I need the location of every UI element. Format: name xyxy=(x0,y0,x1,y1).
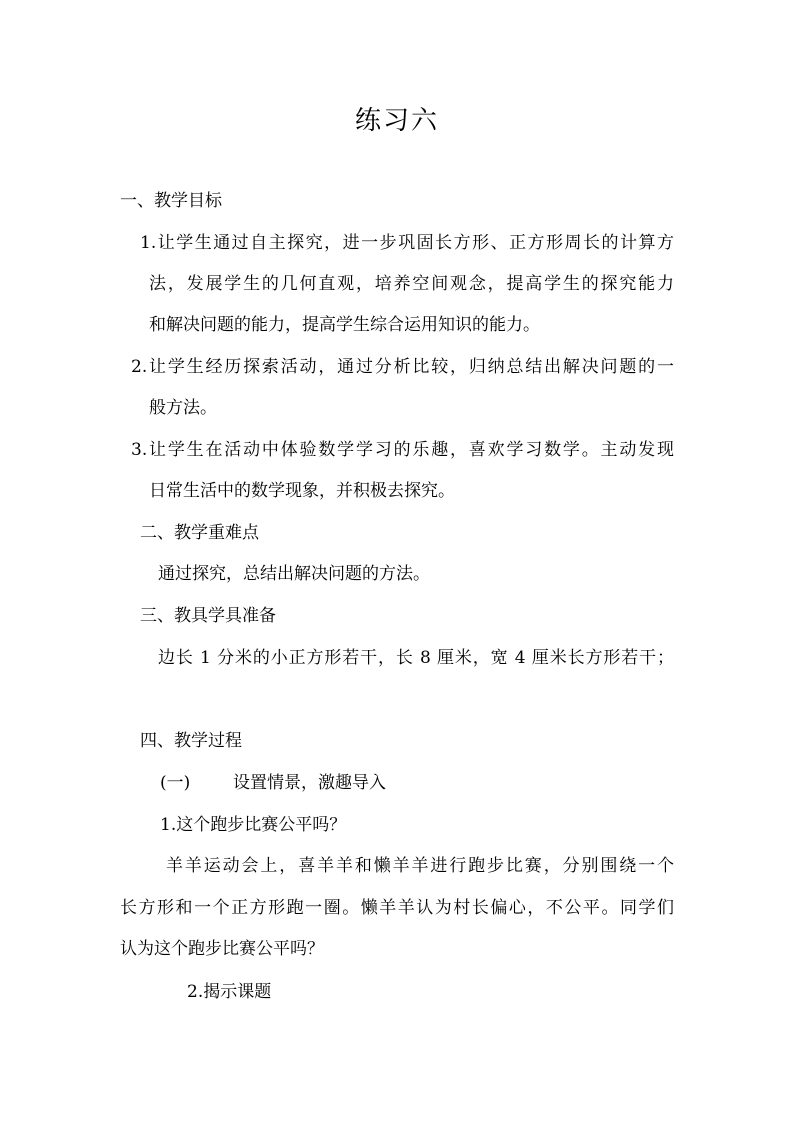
key-points-body: 通过探究，总结出解决问题的方法。 xyxy=(158,564,430,584)
question-2: 2.揭示课题 xyxy=(187,982,272,1002)
story-paragraph-line-1: 羊羊运动会上，喜羊羊和懒羊羊进行跑步比赛，分别围绕一个 xyxy=(166,856,674,876)
process-subsection-label: 设置情景，激趣导入 xyxy=(233,773,386,793)
story-paragraph-line-2: 长方形和一个正方形跑一圈。懒羊羊认为村长偏心，不公平。同学们 xyxy=(120,898,674,918)
objective-2-line-1: 2.让学生经历探索活动，通过分析比较，归纳总结出解决问题的一 xyxy=(131,357,674,377)
page-title: 练习六 xyxy=(354,106,439,136)
objective-1-line-2: 法，发展学生的几何直观，培养空间观念，提高学生的探究能力 xyxy=(149,274,674,294)
objective-1-line-1: 1.让学生通过自主探究，进一步巩固长方形、正方形周长的计算方 xyxy=(140,233,674,253)
process-subsection-number: (一) xyxy=(160,773,191,793)
materials-body: 边长 1 分米的小正方形若干，长 8 厘米，宽 4 厘米长方形若干； xyxy=(158,648,674,668)
objective-3-line-2: 日常生活中的数学现象，并积极去探究。 xyxy=(149,481,455,501)
story-paragraph-line-3: 认为这个跑步比赛公平吗？ xyxy=(120,939,324,959)
section-heading-process: 四、教学过程 xyxy=(140,731,242,751)
section-heading-key-points: 二、教学重难点 xyxy=(140,523,259,543)
section-heading-objectives: 一、教学目标 xyxy=(120,191,222,211)
objective-1-line-3: 和解决问题的能力，提高学生综合运用知识的能力。 xyxy=(149,315,540,335)
section-heading-materials: 三、教具学具准备 xyxy=(140,606,276,626)
objective-3-line-1: 3.让学生在活动中体验数学学习的乐趣，喜欢学习数学。主动发现 xyxy=(131,440,674,460)
question-1: 1.这个跑步比赛公平吗？ xyxy=(160,815,347,835)
objective-2-line-2: 般方法。 xyxy=(149,398,217,418)
